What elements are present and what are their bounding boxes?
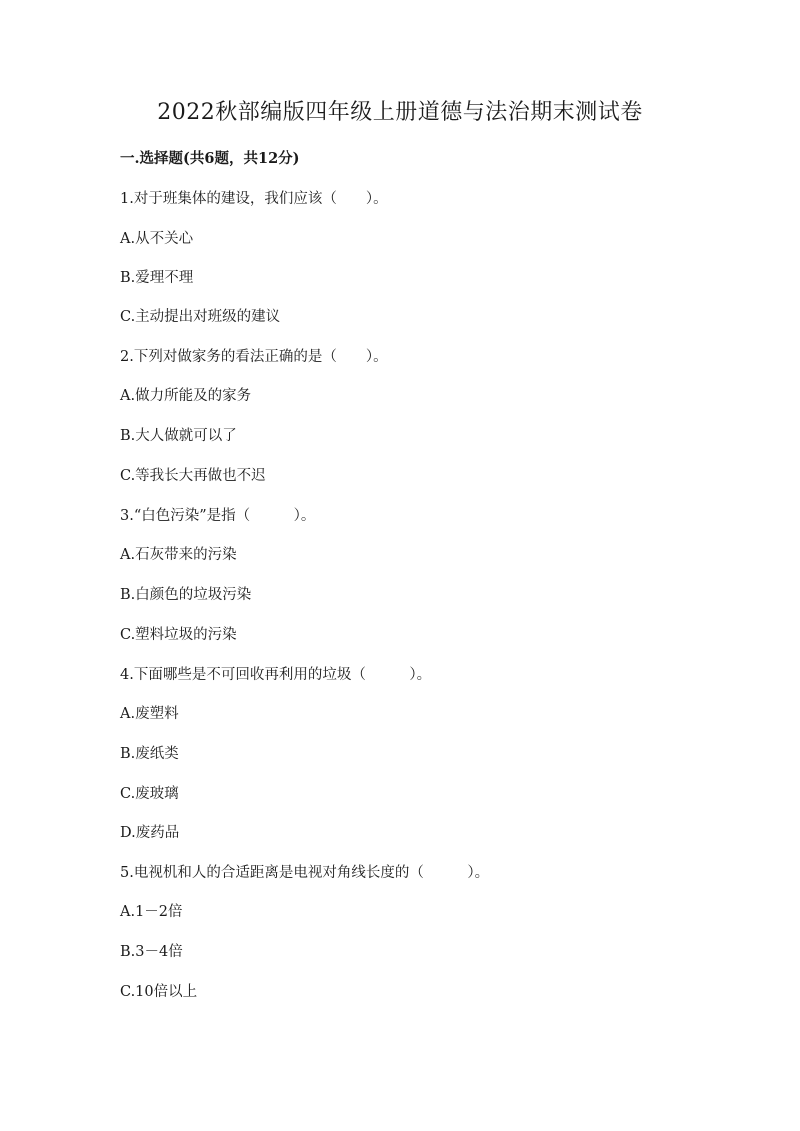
question-2-option-b: B.大人做就可以了 [120, 428, 237, 444]
question-3-option-b: B.白颜色的垃圾污染 [120, 587, 252, 603]
question-2-option-a: A.做力所能及的家务 [120, 388, 252, 404]
question-2-option-c: C.等我长大再做也不迟 [120, 468, 266, 484]
question-3-stem: 3.“白色污染”是指（ ）。 [120, 508, 316, 524]
question-5-option-a: A.1－2倍 [120, 904, 183, 920]
question-4-option-c: C.废玻璃 [120, 786, 179, 802]
question-4-option-a: A.废塑料 [120, 706, 179, 722]
question-1-stem: 1.对于班集体的建设，我们应该（ ）。 [120, 191, 388, 207]
page-title: 2022秋部编版四年级上册道德与法治期末测试卷 [157, 100, 643, 125]
question-5-stem: 5.电视机和人的合适距离是电视对角线长度的（ ）。 [120, 865, 490, 881]
question-3-option-a: A.石灰带来的污染 [120, 547, 237, 563]
question-1-option-b: B.爱理不理 [120, 270, 194, 286]
question-4-option-d: D.废药品 [120, 825, 180, 841]
question-1-option-a: A.从不关心 [120, 231, 194, 247]
question-2-stem: 2.下列对做家务的看法正确的是（ ）。 [120, 349, 388, 365]
section-heading: 一.选择题(共6题，共12分) [120, 150, 300, 167]
question-1-option-c: C.主动提出对班级的建议 [120, 309, 281, 325]
question-3-option-c: C.塑料垃圾的污染 [120, 627, 237, 643]
question-4-stem: 4.下面哪些是不可回收再利用的垃圾（ ）。 [120, 667, 432, 683]
question-4-option-b: B.废纸类 [120, 746, 179, 762]
question-5-option-c: C.10倍以上 [120, 984, 198, 1000]
question-5-option-b: B.3－4倍 [120, 944, 183, 960]
